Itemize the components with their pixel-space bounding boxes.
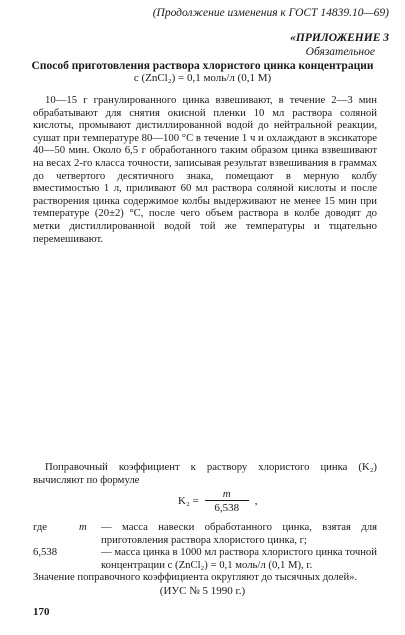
coefficient-paragraph: Поправочный коэффициент к раствору хлористого цинка (K₂) вычисляют по формуле: [33, 461, 377, 486]
formula-numerator: m: [222, 488, 231, 500]
procedure-paragraph: 10—15 г гранулированного цинка взвешивают, в течение 2—3 мин обрабатывают для снятия окисной пленки 10 мл раствора соляной кислоты, промывают дистиллированной водой до нейтральной реакции, сушат при температуре 80—100 °С в течение 1 ч и охлаждают в эксикаторе 40—50 мин. Около 6,5 г обработанного таким образом цинка взвешивают на весах 2-го класса точности, записывая результат взвешивания в граммах до четвертого десятичного знака, помещают в мерную колбу вместимостью 1 л, приливают 60 мл раствора соляной кислоты и после растворения цинка содержимое колбы выдерживают не менее 15 мин при температуре (20±2) °С, после чего объем раствора в колбе доводят до метки дистиллированной водой той же температуры и тщательно перемешивают.: [33, 94, 377, 245]
definition-symbol: m: [79, 521, 87, 533]
definition-symbol: 6,538: [33, 546, 58, 559]
closing-sentence: Значение поправочного коэффициента округляют до тысячных долей».: [33, 571, 358, 584]
definition-text: — масса навески обработанного цинка, взятая для приготовления раствора хлористого цинка, г;: [101, 521, 377, 546]
continuation-header: (Продолжение изменения к ГОСТ 14839.10—69): [152, 7, 389, 19]
formula-denominator: 6,538: [214, 502, 240, 514]
formula-lhs: K₂ =: [178, 495, 199, 507]
appendix-title: «ПРИЛОЖЕНИЕ 3: [290, 32, 389, 44]
procedure-text: [33, 94, 377, 245]
page-number: 170: [33, 606, 50, 618]
where-label: где: [33, 521, 48, 533]
section-title: Способ приготовления раствора хлористого цинка концентрации: [31, 60, 374, 72]
formula-fraction: [205, 488, 249, 514]
formula-tail: ,: [254, 495, 258, 507]
definition-row: [33, 546, 377, 571]
section-concentration: c (ZnCl₂) = 0,1 моль/л (0,1 М): [133, 72, 272, 84]
issue-reference: (ИУС № 5 1990 г.): [159, 585, 246, 597]
definition-row: [33, 521, 377, 546]
coefficient-formula: [178, 488, 257, 514]
definition-text: — масса цинка в 1000 мл раствора хлористого цинка точной концентрации c (ZnCl₂) = 0,1 моль/л (0,1 М), г.: [101, 546, 377, 571]
coefficient-intro: [33, 461, 377, 486]
appendix-status: Обязательное: [305, 46, 375, 58]
definitions-list: [33, 521, 377, 584]
